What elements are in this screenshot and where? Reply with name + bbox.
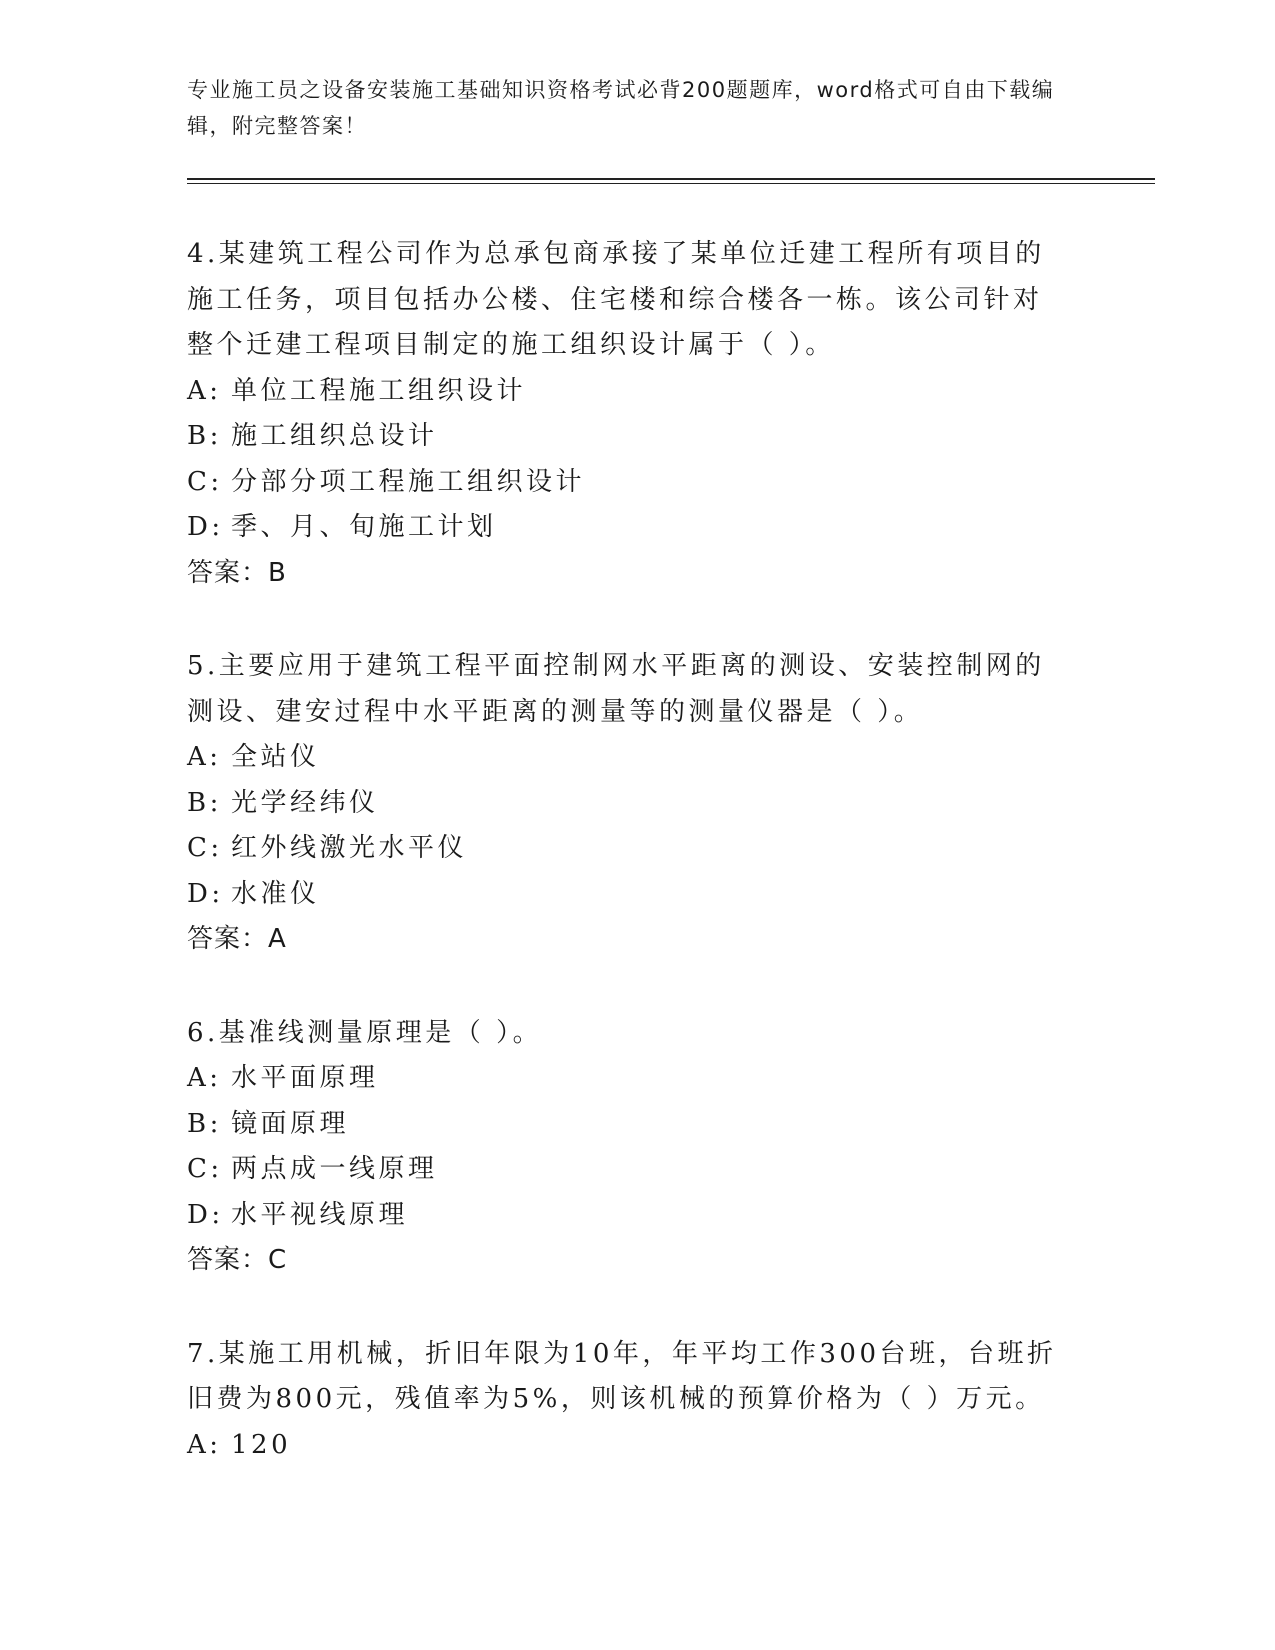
- option-b: [187, 1102, 1067, 1148]
- option-text: 季、月、旬施工计划: [231, 512, 497, 542]
- question-item: [187, 232, 1067, 596]
- option-text: 水平视线原理: [231, 1199, 409, 1230]
- option-text: 120: [231, 1429, 292, 1460]
- option-b: [187, 414, 1067, 460]
- option-letter: D:: [187, 512, 224, 542]
- header-divider-thick: [187, 178, 1155, 180]
- option-letter: D:: [187, 878, 224, 909]
- answer-line: 答案：A: [187, 924, 287, 954]
- option-c: [187, 1147, 1067, 1193]
- option-letter: B:: [187, 1108, 222, 1139]
- question-stem: 6.基准线测量原理是（ ）。: [187, 1017, 543, 1048]
- option-letter: C:: [187, 466, 223, 497]
- option-a: [187, 369, 1067, 415]
- option-text: 镜面原理: [231, 1108, 350, 1139]
- option-text: 施工组织总设计: [231, 421, 438, 451]
- option-d: [187, 1193, 1067, 1239]
- option-text: 红外线激光水平仪: [231, 833, 468, 863]
- option-b: [187, 781, 1067, 827]
- question-stem: 7.某施工用机械，折旧年限为10年，年平均工作300台班，台班折旧费为800元，残值率为5%，则该机械的预算价格为（ ）万元。: [187, 1338, 1057, 1414]
- option-text: 单位工程施工组织设计: [231, 375, 527, 406]
- question-item: [187, 644, 1067, 963]
- option-letter: A:: [187, 375, 222, 406]
- option-text: 水准仪: [231, 878, 320, 909]
- option-text: 全站仪: [231, 742, 320, 772]
- option-letter: C:: [187, 1154, 223, 1184]
- answer-line: 答案：C: [187, 1245, 288, 1275]
- option-letter: A:: [187, 742, 222, 772]
- option-a: [187, 1423, 1067, 1469]
- document-header: 专业施工员之设备安装施工基础知识资格考试必背200题题库，word格式可自由下载编辑，附完整答案！: [187, 78, 1055, 138]
- option-c: [187, 826, 1067, 872]
- option-c: [187, 460, 1067, 506]
- option-text: 水平面原理: [231, 1063, 379, 1093]
- answer-line: 答案：B: [187, 557, 287, 588]
- option-letter: B:: [187, 787, 222, 818]
- option-a: [187, 735, 1067, 781]
- option-a: [187, 1056, 1067, 1102]
- question-stem: 5.主要应用于建筑工程平面控制网水平距离的测设、安装控制网的测设、建安过程中水平距离的测量等的测量仪器是（ ）。: [187, 651, 1045, 727]
- option-text: 光学经纬仪: [231, 787, 379, 818]
- question-stem: 4.某建筑工程公司作为总承包商承接了某单位迁建工程所有项目的施工任务，项目包括办公楼、住宅楼和综合楼各一栋。该公司针对整个迁建工程项目制定的施工组织设计属于（ ）。: [187, 239, 1045, 360]
- option-letter: B:: [187, 421, 222, 451]
- option-letter: A:: [187, 1063, 222, 1093]
- question-item: [187, 1332, 1067, 1469]
- option-d: [187, 505, 1067, 551]
- question-list: [187, 232, 1067, 1516]
- option-letter: D:: [187, 1199, 224, 1230]
- option-letter: C:: [187, 833, 223, 863]
- option-text: 两点成一线原理: [231, 1154, 438, 1184]
- option-letter: A:: [187, 1429, 222, 1460]
- option-text: 分部分项工程施工组织设计: [231, 466, 586, 497]
- question-item: [187, 1011, 1067, 1284]
- header-divider-thin: [187, 183, 1155, 184]
- option-d: [187, 872, 1067, 918]
